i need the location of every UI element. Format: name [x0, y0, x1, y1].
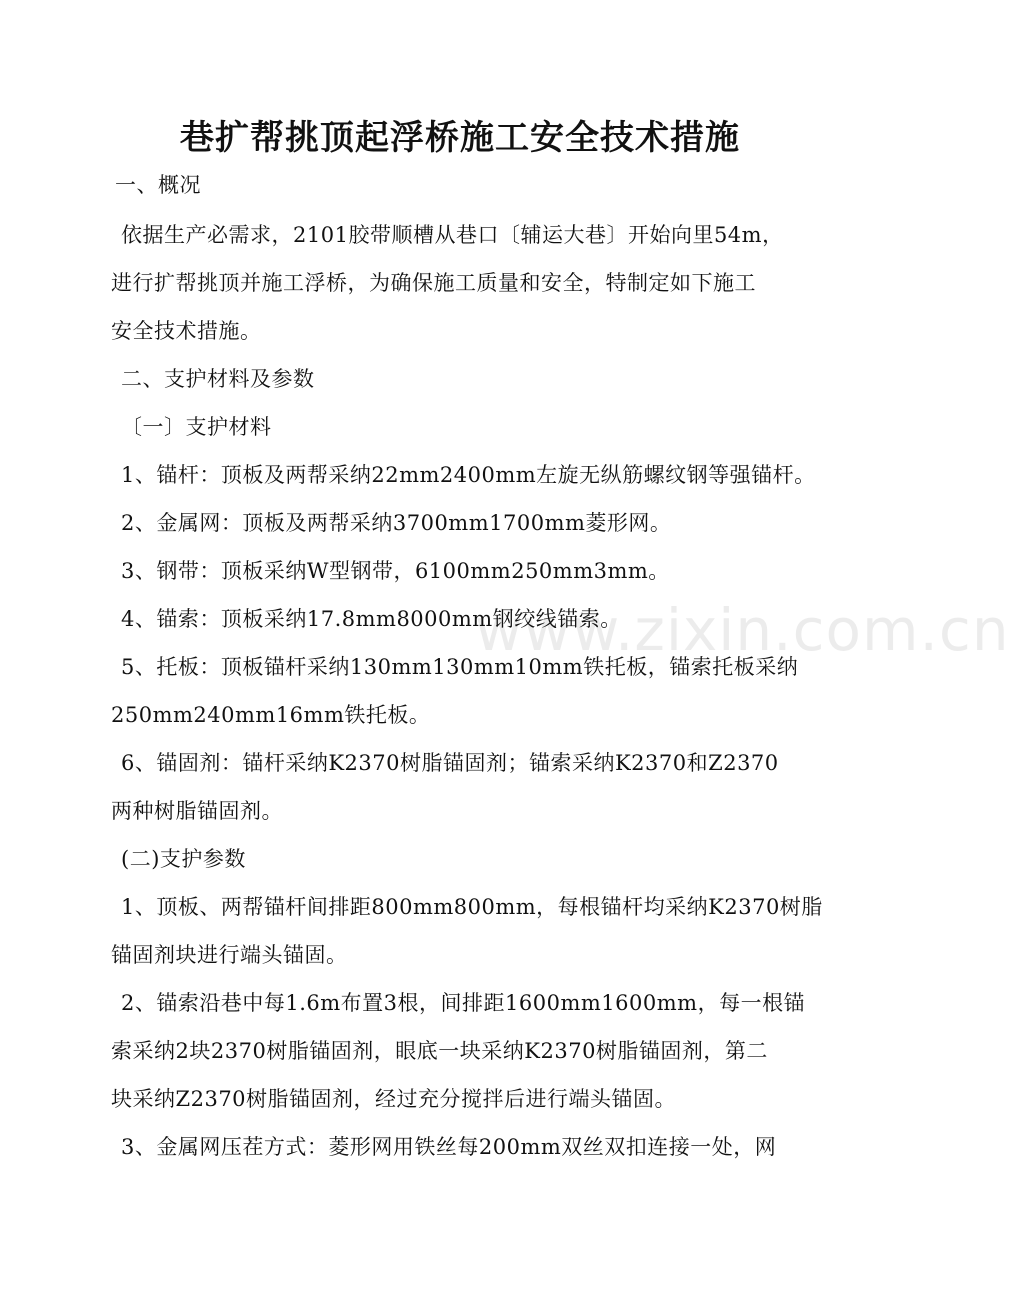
list-item-continuation: 锚固剂块进行端头锚固。: [111, 943, 348, 967]
list-item: 1、顶板、两帮锚杆间排距800mm800mm，每根锚杆均采纳K2370树脂: [121, 895, 823, 919]
list-item-continuation: 250mm240mm16mm铁托板。: [111, 703, 431, 727]
subsection-heading-parameters: (二)支护参数: [121, 847, 246, 871]
list-item: 6、锚固剂：锚杆采纳K2370树脂锚固剂；锚索采纳K2370和Z2370: [121, 751, 779, 775]
list-item: 4、锚索：顶板采纳17.8mm8000mm钢绞线锚索。: [121, 607, 622, 631]
list-item: 3、钢带：顶板采纳W型钢带，6100mm250mm3mm。: [121, 559, 670, 583]
list-item: 3、金属网压茬方式：菱形网用铁丝每200mm双丝双扣连接一处，网: [121, 1135, 777, 1159]
list-item: 2、锚索沿巷中每1.6m布置3根，间排距1600mm1600mm，每一根锚: [121, 991, 806, 1015]
paragraph-line: 安全技术措施。: [111, 319, 262, 343]
watermark: www.zixin.com.cn: [475, 596, 1010, 664]
list-item: 1、锚杆：顶板及两帮采纳22mm2400mm左旋无纵筋螺纹钢等强锚杆。: [121, 463, 816, 487]
list-item: 5、托板：顶板锚杆采纳130mm130mm10mm铁托板，锚索托板采纳: [121, 655, 799, 679]
list-item: 2、金属网：顶板及两帮采纳3700mm1700mm菱形网。: [121, 511, 672, 535]
page-title: 巷扩帮挑顶起浮桥施工安全技术措施: [180, 118, 740, 158]
list-item-continuation: 两种树脂锚固剂。: [111, 799, 283, 823]
subsection-heading-materials: 〔一〕支护材料: [121, 415, 272, 439]
paragraph-line: 进行扩帮挑顶并施工浮桥，为确保施工质量和安全，特制定如下施工: [111, 271, 756, 295]
list-item-continuation: 块采纳Z2370树脂锚固剂，经过充分搅拌后进行端头锚固。: [111, 1087, 677, 1111]
list-item-continuation: 索采纳2块2370树脂锚固剂，眼底一块采纳K2370树脂锚固剂，第二: [111, 1039, 768, 1063]
paragraph-line: 依据生产必需求，2101胶带顺槽从巷口〔辅运大巷〕开始向里54m，: [121, 223, 784, 247]
section-heading-overview: 一、概况: [115, 173, 201, 197]
section-heading-support: 二、支护材料及参数: [121, 367, 315, 391]
